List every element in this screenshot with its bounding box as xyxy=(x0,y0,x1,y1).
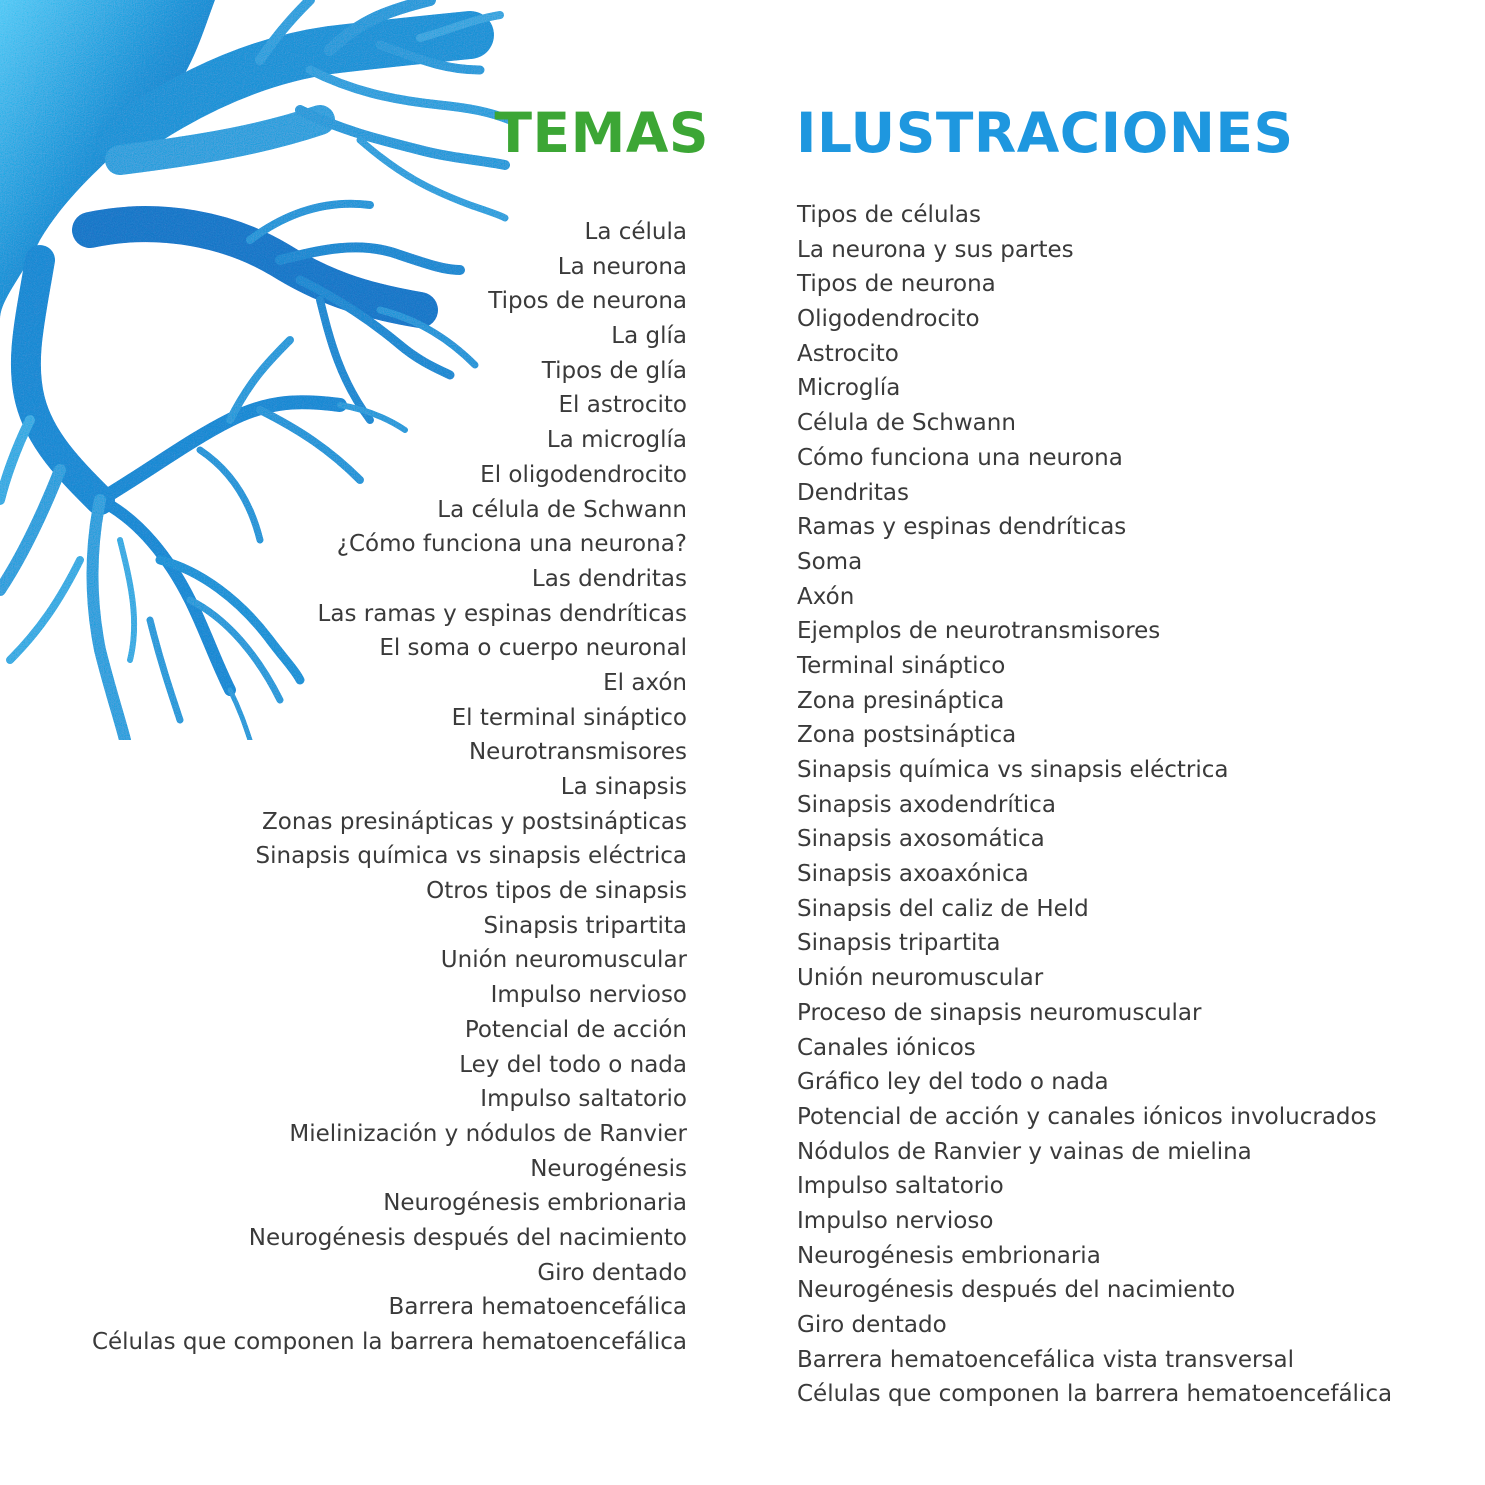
ilustraciones-item: Impulso saltatorio xyxy=(797,1173,1004,1200)
ilustraciones-item: Soma xyxy=(797,548,863,575)
temas-item: Barrera hematoencefálica xyxy=(388,1294,687,1321)
temas-item: Sinapsis química vs sinapsis eléctrica xyxy=(255,843,687,870)
temas-item: El terminal sináptico xyxy=(451,704,687,731)
neuron-trunk-upper xyxy=(120,35,470,140)
ilustraciones-item: Neurogénesis embrionaria xyxy=(797,1242,1101,1269)
temas-item: Otros tipos de sinapsis xyxy=(426,878,687,905)
temas-item: Neurogénesis embrionaria xyxy=(383,1190,687,1217)
temas-item: La microglía xyxy=(546,427,687,454)
ilustraciones-item: Gráfico ley del todo o nada xyxy=(797,1069,1109,1096)
ilustraciones-item: Sinapsis axosomática xyxy=(797,826,1045,853)
ilustraciones-item: Microglía xyxy=(797,375,901,402)
temas-item: Neurogénesis xyxy=(530,1155,687,1182)
temas-item: Impulso nervioso xyxy=(490,982,687,1009)
ilustraciones-item: La neurona y sus partes xyxy=(797,236,1074,263)
temas-item: Tipos de glía xyxy=(541,357,687,384)
temas-item: El axón xyxy=(603,669,687,696)
ilustraciones-item: Proceso de sinapsis neuromuscular xyxy=(797,999,1202,1026)
temas-item: La glía xyxy=(611,323,687,350)
temas-item: Las ramas y espinas dendríticas xyxy=(317,600,687,627)
ilustraciones-item: Tipos de células xyxy=(797,202,981,228)
temas-item: ¿Cómo funciona una neurona? xyxy=(336,531,687,558)
temas-item: Impulso saltatorio xyxy=(480,1086,687,1113)
temas-item: El soma o cuerpo neuronal xyxy=(379,635,687,662)
temas-item: La célula xyxy=(584,219,687,245)
ilustraciones-item: Axón xyxy=(797,583,855,610)
ilustraciones-item: Oligodendrocito xyxy=(797,306,980,333)
ilustraciones-item: Sinapsis tripartita xyxy=(797,930,1001,957)
ilustraciones-item: Sinapsis axodendrítica xyxy=(797,791,1056,818)
ilustraciones-item: Neurogénesis después del nacimiento xyxy=(797,1277,1236,1304)
temas-item: Las dendritas xyxy=(531,565,687,592)
temas-item: Sinapsis tripartita xyxy=(483,912,687,939)
ilustraciones-item: Células que componen la barrera hematoencefálica xyxy=(797,1381,1393,1408)
ilustraciones-item: Ramas y espinas dendríticas xyxy=(797,514,1127,541)
ilustraciones-item: Potencial de acción y canales iónicos involucrados xyxy=(797,1103,1377,1130)
ilustraciones-item: Astrocito xyxy=(797,340,899,367)
ilustraciones-item: Ejemplos de neurotransmisores xyxy=(797,618,1161,645)
temas-item: La célula de Schwann xyxy=(437,496,687,523)
temas-item: Unión neuromuscular xyxy=(440,947,687,974)
temas-item: Ley del todo o nada xyxy=(459,1051,687,1078)
ilustraciones-item: Impulso nervioso xyxy=(797,1207,994,1234)
ilustraciones-item: Sinapsis axoaxónica xyxy=(797,861,1029,888)
temas-item: Zonas presinápticas y postsinápticas xyxy=(262,808,687,835)
ilustraciones-item: Sinapsis química vs sinapsis eléctrica xyxy=(797,757,1229,783)
ilustraciones-item: Giro dentado xyxy=(797,1312,947,1338)
ilustraciones-heading: ILUSTRACIONES xyxy=(796,101,1294,165)
ilustraciones-item: Zona postsináptica xyxy=(797,722,1017,749)
ilustraciones-item: Nódulos de Ranvier y vainas de mielina xyxy=(797,1138,1252,1165)
temas-item: La neurona xyxy=(557,253,687,280)
temas-item: Tipos de neurona xyxy=(488,288,687,315)
temas-heading: TEMAS xyxy=(494,101,709,165)
ilustraciones-item: Terminal sináptico xyxy=(797,652,1006,679)
ilustraciones-item: Barrera hematoencefálica vista transversal xyxy=(797,1346,1294,1373)
temas-item: El astrocito xyxy=(558,392,687,419)
ilustraciones-item: Dendritas xyxy=(797,479,909,506)
temas-item: Neurogénesis después del nacimiento xyxy=(248,1224,687,1251)
temas-item: Células que componen la barrera hematoencefálica xyxy=(91,1329,687,1355)
ilustraciones-item: Zona presináptica xyxy=(797,687,1005,714)
temas-item: La sinapsis xyxy=(560,774,687,800)
ilustraciones-list xyxy=(797,198,1392,1412)
temas-item: Potencial de acción xyxy=(464,1016,687,1043)
ilustraciones-item: Tipos de neurona xyxy=(797,271,996,298)
ilustraciones-item: Sinapsis del caliz de Held xyxy=(797,895,1089,922)
temas-item: Mielinización y nódulos de Ranvier xyxy=(289,1120,687,1147)
ilustraciones-item: Canales iónicos xyxy=(797,1034,976,1061)
ilustraciones-item: Cómo funciona una neurona xyxy=(797,444,1123,471)
ilustraciones-item: Unión neuromuscular xyxy=(797,965,1044,992)
temas-item: Giro dentado xyxy=(537,1259,687,1286)
temas-item: Neurotransmisores xyxy=(468,739,687,766)
temas-item: El oligodendrocito xyxy=(480,461,687,488)
temas-list xyxy=(92,215,687,1360)
ilustraciones-item: Célula de Schwann xyxy=(797,410,1016,437)
